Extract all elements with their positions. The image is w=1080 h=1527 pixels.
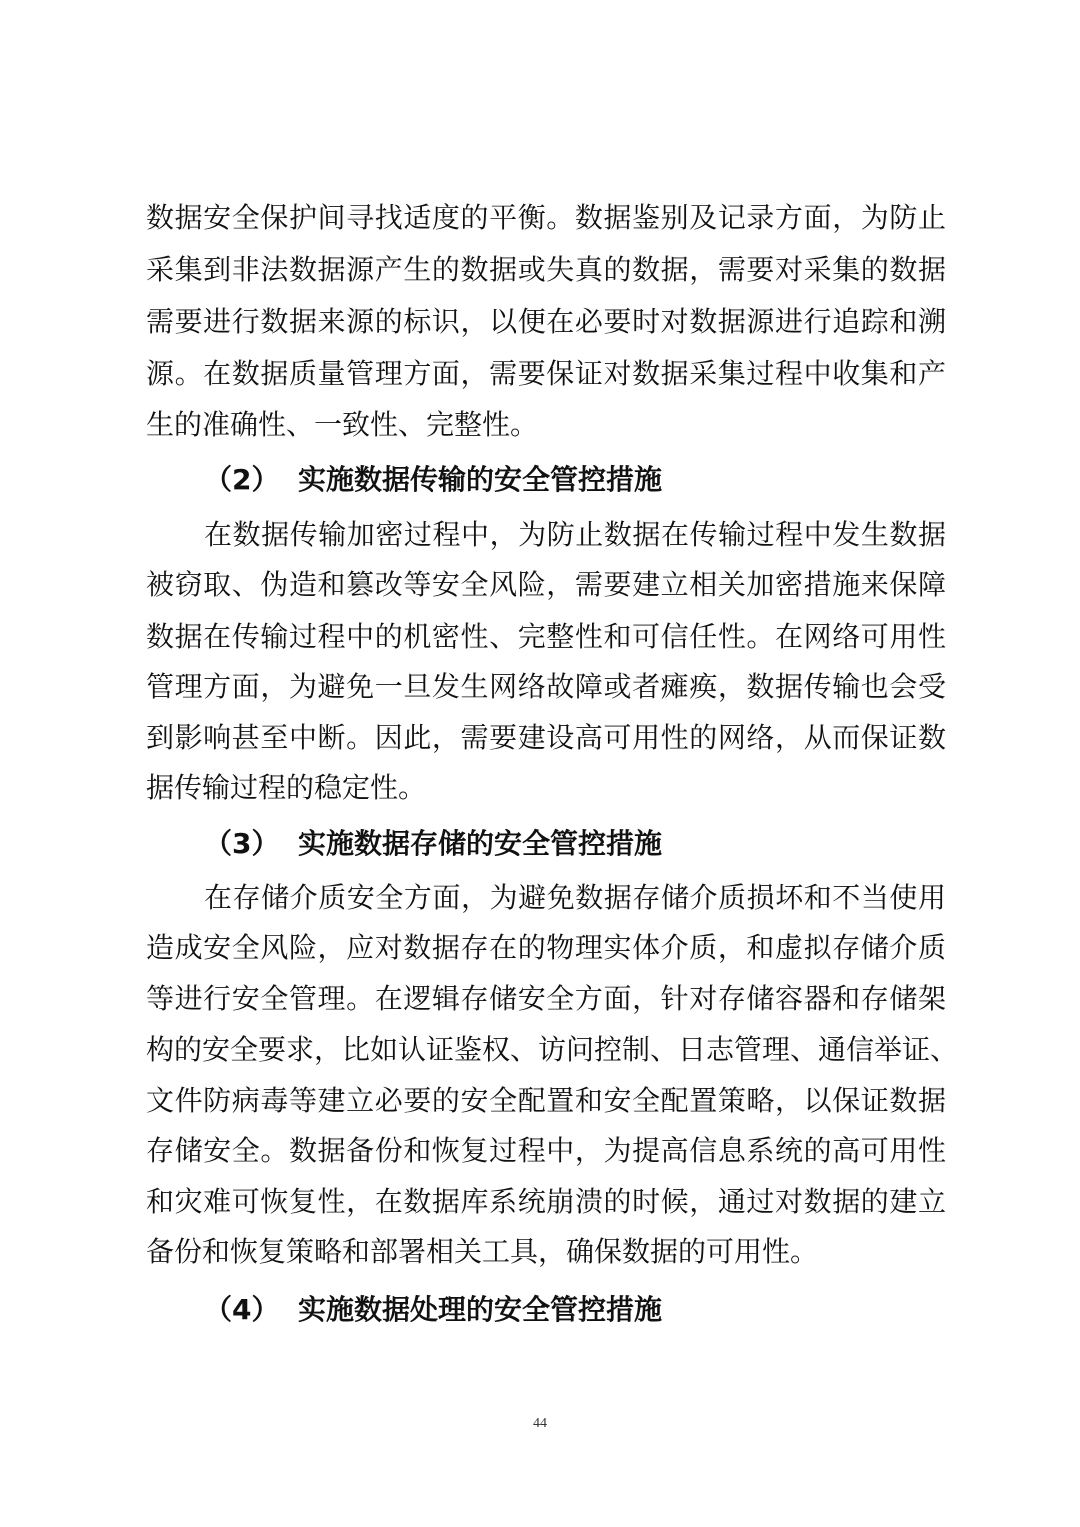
section-heading xyxy=(204,1284,662,1336)
text-line: 文件防病毒等建立必要的安全配置和安全配置策略，以保证数据 xyxy=(146,1084,946,1117)
text-line: 在存储介质安全方面，为避免数据存储介质损坏和不当使用 xyxy=(204,881,946,914)
text-line: 存储安全。数据备份和恢复过程中，为提高信息系统的高可用性 xyxy=(146,1134,946,1167)
text-line: 和灾难可恢复性，在数据库系统崩溃的时候，通过对数据的建立 xyxy=(146,1185,946,1218)
section-number: （4） xyxy=(204,1293,280,1326)
text-line: 被窃取、伪造和篡改等安全风险，需要建立相关加密措施来保障 xyxy=(146,568,946,601)
text-line: 数据在传输过程中的机密性、完整性和可信任性。在网络可用性 xyxy=(146,620,946,653)
section-title: 实施数据存储的安全管控措施 xyxy=(298,827,663,860)
text-line: 据传输过程的稳定性。 xyxy=(146,771,427,804)
text-line: 等进行安全管理。在逻辑存储安全方面，针对存储容器和存储架 xyxy=(146,982,946,1015)
section-number: （3） xyxy=(204,827,280,860)
text-line: 造成安全风险，应对数据存在的物理实体介质，和虚拟存储介质 xyxy=(146,931,946,964)
text-line: 源。在数据质量管理方面，需要保证对数据采集过程中收集和产 xyxy=(146,357,946,390)
section-heading xyxy=(204,454,662,506)
text-line: 采集到非法数据源产生的数据或失真的数据，需要对采集的数据 xyxy=(146,253,946,286)
page-number: 44 xyxy=(533,1416,547,1431)
section-title: 实施数据传输的安全管控措施 xyxy=(298,463,663,496)
text-line: 需要进行数据来源的标识，以便在必要时对数据源进行追踪和溯 xyxy=(146,305,946,338)
section-number: （2） xyxy=(204,463,280,496)
text-line: 在数据传输加密过程中，为防止数据在传输过程中发生数据 xyxy=(204,518,946,551)
section-title: 实施数据处理的安全管控措施 xyxy=(298,1293,663,1326)
text-line: 管理方面，为避免一旦发生网络故障或者瘫痪，数据传输也会受 xyxy=(146,670,946,703)
text-line: 到影响甚至中断。因此，需要建设高可用性的网络，从而保证数 xyxy=(146,721,946,754)
text-line: 备份和恢复策略和部署相关工具，确保数据的可用性。 xyxy=(146,1235,819,1268)
section-heading xyxy=(204,818,662,870)
text-line: 构的安全要求，比如认证鉴权、访问控制、日志管理、通信举证、 xyxy=(146,1033,959,1066)
text-line: 生的准确性、一致性、完整性。 xyxy=(146,408,539,441)
text-line: 数据安全保护间寻找适度的平衡。数据鉴别及记录方面，为防止 xyxy=(146,201,946,234)
